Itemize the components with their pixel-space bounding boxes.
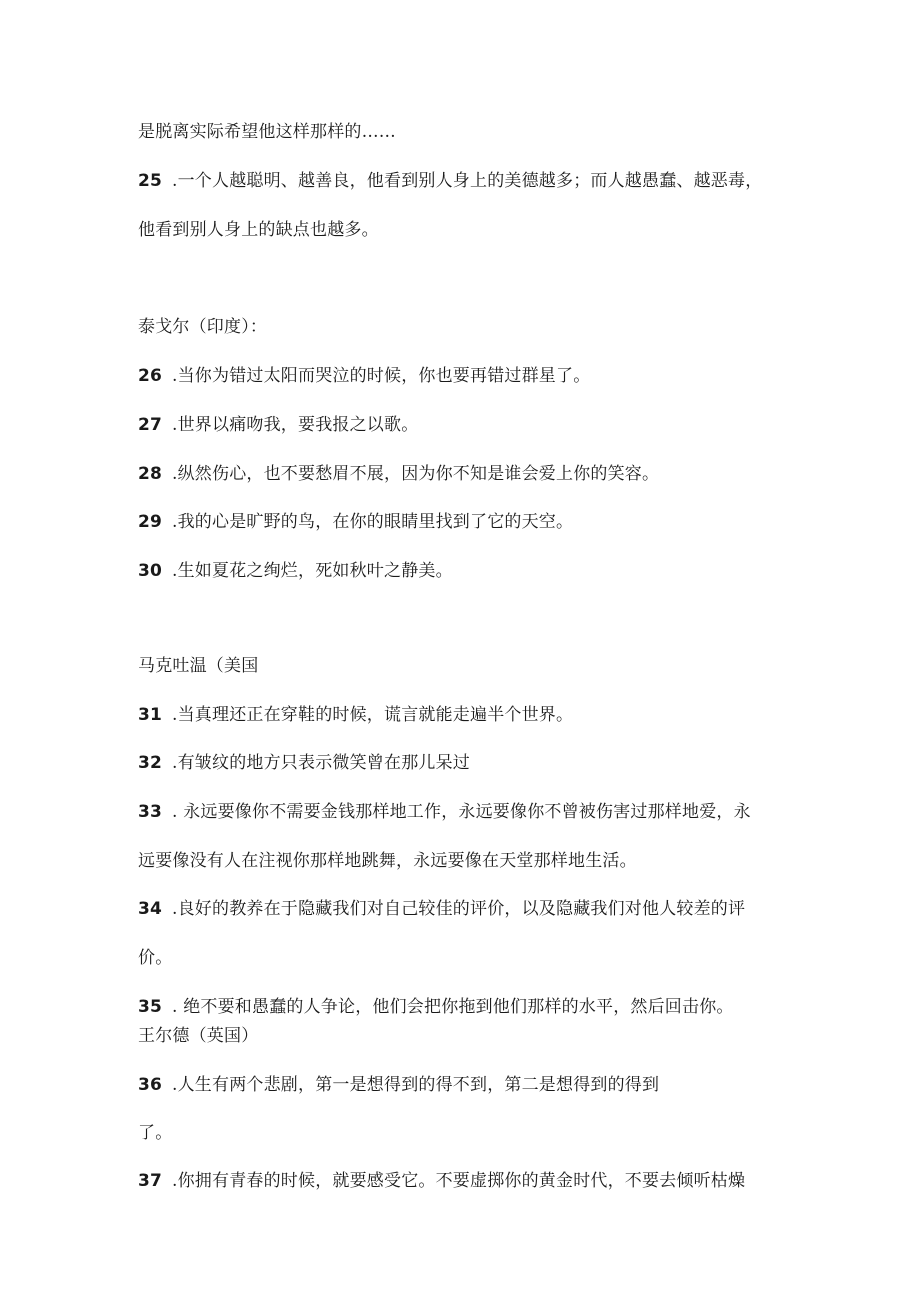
quote-text: .有皱纹的地方只表示微笑曾在那儿呆过 — [172, 753, 471, 773]
quote-29 — [138, 511, 573, 533]
quote-34 — [138, 898, 745, 920]
quote-26 — [138, 365, 590, 387]
quote-number: 34 — [138, 899, 163, 919]
quote-33 — [138, 801, 751, 823]
quote-text: .当真理还正在穿鞋的时候，谎言就能走遍半个世界。 — [172, 705, 574, 725]
quote-text: .良好的教养在于隐藏我们对自己较佳的评价，以及隐藏我们对他人较差的评 — [172, 899, 746, 919]
quote-36 — [138, 1074, 659, 1096]
quote-33-continued: 远要像没有人在注视你那样地跳舞，永远要像在天堂那样地生活。 — [138, 851, 637, 871]
quote-32 — [138, 752, 470, 774]
quote-31 — [138, 704, 573, 726]
quote-number: 30 — [138, 561, 163, 581]
quote-35 — [138, 996, 734, 1018]
text-line: 是脱离实际希望他这样那样的…… — [138, 122, 396, 142]
quote-text: .你拥有青春的时候，就要感受它。不要虚掷你的黄金时代，不要去倾听枯燥 — [172, 1171, 746, 1191]
quote-number: 36 — [138, 1075, 163, 1095]
quote-text: .人生有两个悲剧，第一是想得到的得不到，第二是想得到的得到 — [172, 1075, 660, 1095]
quote-text: .当你为错过太阳而哭泣的时候，你也要再错过群星了。 — [172, 366, 591, 386]
quote-number: 37 — [138, 1171, 163, 1191]
quote-number: 26 — [138, 366, 163, 386]
quote-text: .一个人越聪明、越善良，他看到别人身上的美德越多；而人越愚蠢、越恶毒， — [172, 171, 763, 191]
quote-25-continued: 他看到别人身上的缺点也越多。 — [138, 220, 379, 240]
quote-25 — [138, 170, 762, 192]
quote-number: 28 — [138, 464, 163, 484]
quote-number: 27 — [138, 415, 163, 435]
quote-text: . 绝不要和愚蠢的人争论，他们会把你拖到他们那样的水平，然后回击你。 — [172, 997, 734, 1017]
section-heading-twain: 马克吐温（美国 — [138, 656, 259, 676]
quote-number: 35 — [138, 997, 163, 1017]
quote-36-continued: 了。 — [138, 1123, 173, 1143]
quote-number: 29 — [138, 512, 163, 532]
quote-text: .纵然伤心，也不要愁眉不展，因为你不知是谁会爱上你的笑容。 — [172, 464, 660, 484]
section-heading-tagore: 泰戈尔（印度）： — [138, 317, 268, 337]
quote-number: 32 — [138, 753, 163, 773]
quote-number: 25 — [138, 171, 163, 191]
quote-37 — [138, 1170, 745, 1192]
quote-34-continued: 价。 — [138, 948, 173, 968]
section-heading-wilde: 王尔德（英国） — [138, 1026, 259, 1046]
quote-number: 31 — [138, 705, 163, 725]
quote-27 — [138, 414, 418, 436]
quote-text: .我的心是旷野的鸟，在你的眼睛里找到了它的天空。 — [172, 512, 574, 532]
quote-text: .生如夏花之绚烂，死如秋叶之静美。 — [172, 561, 453, 581]
quote-30 — [138, 560, 453, 582]
quote-28 — [138, 463, 659, 485]
quote-number: 33 — [138, 802, 163, 822]
quote-text: . 永远要像你不需要金钱那样地工作，永远要像你不曾被伤害过那样地爱，永 — [172, 802, 751, 822]
quote-text: .世界以痛吻我，要我报之以歌。 — [172, 415, 419, 435]
